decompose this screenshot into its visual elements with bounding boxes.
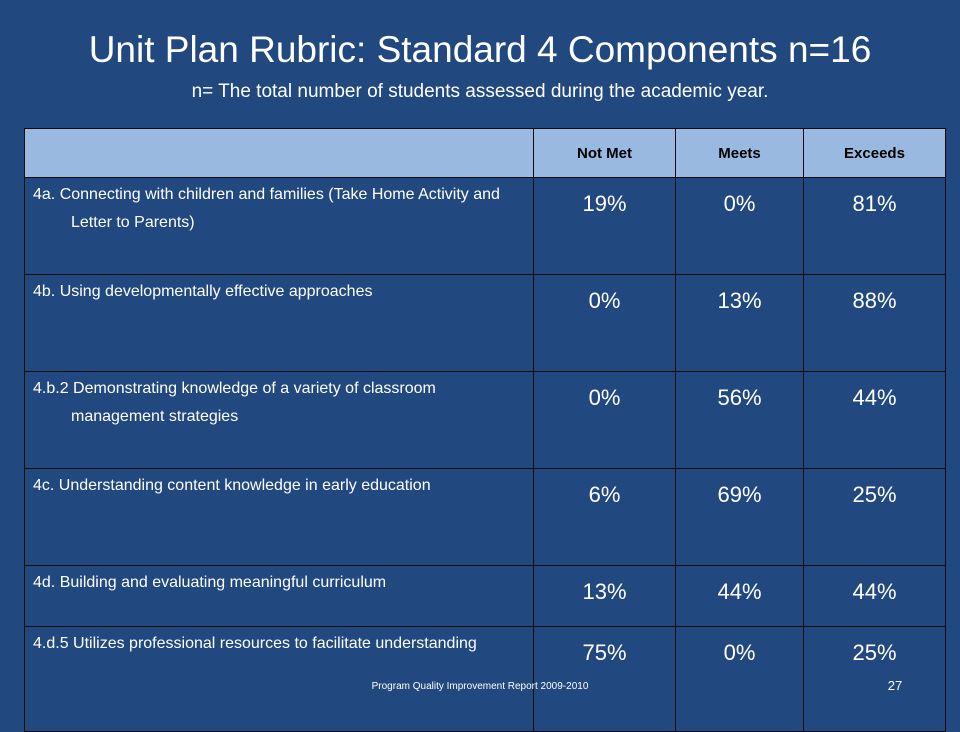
cell-exceeds: 88% [804, 275, 946, 372]
row-label-cell [25, 372, 534, 469]
rubric-table [24, 128, 946, 732]
table-row [25, 178, 946, 275]
table-row [25, 372, 946, 469]
cell-meets: 44% [676, 566, 804, 627]
cell-exceeds: 44% [804, 566, 946, 627]
slide-subtitle: n= The total number of students assessed during the academic year. [191, 81, 769, 102]
row-label: 4d. Building and evaluating meaningful curriculum [33, 574, 387, 591]
cell-not-met: 19% [534, 178, 676, 275]
table-header-row [25, 129, 946, 178]
cell-meets: 0% [676, 178, 804, 275]
cell-exceeds: 25% [804, 469, 946, 566]
cell-exceeds: 25% [804, 627, 946, 732]
row-label: 4c. Understanding content knowledge in early education [33, 477, 431, 494]
row-label-cell [25, 627, 534, 732]
cell-meets: 13% [676, 275, 804, 372]
cell-exceeds: 44% [804, 372, 946, 469]
table-row [25, 469, 946, 566]
row-label-cell [25, 469, 534, 566]
cell-meets: 56% [676, 372, 804, 469]
cell-not-met: 6% [534, 469, 676, 566]
cell-meets: 0% [676, 627, 804, 732]
header-exceeds: Exceeds [804, 129, 946, 178]
page-number: 27 [887, 678, 903, 693]
table-row [25, 275, 946, 372]
row-label-cell [25, 566, 534, 627]
row-label: 4a. Connecting with children and families (Take Home Activity and Letter to Parents) [33, 186, 500, 231]
row-label-cell [25, 275, 534, 372]
header-blank [25, 129, 534, 178]
cell-not-met: 13% [534, 566, 676, 627]
row-label: 4.b.2 Demonstrating knowledge of a variety of classroom management strategies [33, 380, 436, 425]
row-label-cell [25, 178, 534, 275]
cell-not-met: 75% [534, 627, 676, 732]
cell-not-met: 0% [534, 275, 676, 372]
slide-title: Unit Plan Rubric: Standard 4 Components n=16 [88, 29, 872, 70]
cell-exceeds: 81% [804, 178, 946, 275]
row-label: 4.d.5 Utilizes professional resources to facilitate understanding [33, 635, 477, 652]
header-meets: Meets [676, 129, 804, 178]
cell-not-met: 0% [534, 372, 676, 469]
table-row [25, 627, 946, 732]
slide-footer: Program Quality Improvement Report 2009-2010 [371, 681, 589, 692]
header-not-met: Not Met [534, 129, 676, 178]
table-row [25, 566, 946, 627]
cell-meets: 69% [676, 469, 804, 566]
row-label: 4b. Using developmentally effective approaches [33, 283, 373, 300]
